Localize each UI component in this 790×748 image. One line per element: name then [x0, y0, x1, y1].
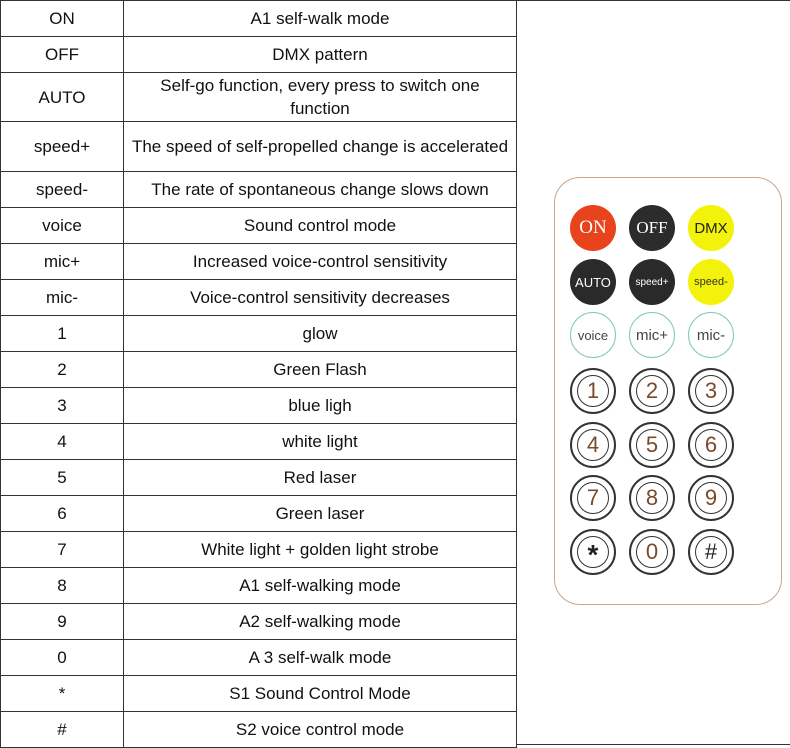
number-3-button[interactable]	[688, 368, 734, 414]
number-7-label: 7	[577, 482, 609, 514]
description-cell: A2 self-walking mode	[124, 604, 517, 640]
key-cell: mic+	[1, 244, 124, 280]
key-cell: 6	[1, 496, 124, 532]
description-cell: Green laser	[124, 496, 517, 532]
voice-label: voice	[577, 327, 609, 343]
key-cell: 4	[1, 424, 124, 460]
table-row	[1, 604, 517, 640]
table-row	[1, 37, 517, 73]
number-2-button[interactable]	[629, 368, 675, 414]
table-row	[1, 568, 517, 604]
table-row	[1, 73, 517, 122]
number-8-label: 8	[636, 482, 668, 514]
number-1-button[interactable]	[570, 368, 616, 414]
description-cell: blue ligh	[124, 388, 517, 424]
table-row	[1, 172, 517, 208]
description-cell: Green Flash	[124, 352, 517, 388]
description-cell: Voice-control sensitivity decreases	[124, 280, 517, 316]
number-0-button[interactable]	[629, 529, 675, 575]
number-0-label: 0	[636, 536, 668, 568]
speed-plus-label: speed+	[635, 276, 669, 288]
off-label: OFF	[636, 218, 668, 237]
table-row	[1, 424, 517, 460]
number-9-button[interactable]	[688, 475, 734, 521]
description-cell: DMX pattern	[124, 37, 517, 73]
key-cell: #	[1, 712, 124, 748]
key-cell: 1	[1, 316, 124, 352]
key-cell: 0	[1, 640, 124, 676]
table-row	[1, 460, 517, 496]
description-cell: glow	[124, 316, 517, 352]
table-row	[1, 122, 517, 172]
auto-button[interactable]	[570, 259, 616, 305]
table-row	[1, 388, 517, 424]
speed-plus-button[interactable]	[629, 259, 675, 305]
number-5-label: 5	[636, 429, 668, 461]
number-3-label: 3	[695, 375, 727, 407]
description-cell: white light	[124, 424, 517, 460]
number-4-label: 4	[577, 429, 609, 461]
table-row	[1, 208, 517, 244]
on-button[interactable]	[570, 205, 616, 251]
speed-minus-label: speed-	[694, 276, 728, 288]
description-cell: A 3 self-walk mode	[124, 640, 517, 676]
description-cell: Increased voice-control sensitivity	[124, 244, 517, 280]
table-row	[1, 316, 517, 352]
key-cell: 7	[1, 532, 124, 568]
key-cell: voice	[1, 208, 124, 244]
key-cell: AUTO	[1, 73, 124, 122]
description-cell: Self-go function, every press to switch one function	[124, 73, 517, 122]
table-row	[1, 280, 517, 316]
number-7-button[interactable]	[570, 475, 616, 521]
table-row	[1, 640, 517, 676]
table-row	[1, 244, 517, 280]
table-row	[1, 1, 517, 37]
description-cell: The speed of self-propelled change is accelerated	[124, 122, 517, 172]
dmx-label: DMX	[694, 219, 728, 237]
remote-control	[554, 177, 782, 605]
table-row	[1, 676, 517, 712]
dmx-button[interactable]	[688, 205, 734, 251]
number-4-button[interactable]	[570, 422, 616, 468]
description-cell: S1 Sound Control Mode	[124, 676, 517, 712]
description-cell: A1 self-walking mode	[124, 568, 517, 604]
star-label: *	[577, 536, 609, 568]
key-cell: *	[1, 676, 124, 712]
key-cell: 2	[1, 352, 124, 388]
number-6-label: 6	[695, 429, 727, 461]
mic-plus-button[interactable]	[629, 312, 675, 358]
key-cell: 9	[1, 604, 124, 640]
mic-plus-label: mic+	[635, 326, 669, 344]
description-cell: Red laser	[124, 460, 517, 496]
number-6-button[interactable]	[688, 422, 734, 468]
table-row	[1, 532, 517, 568]
key-cell: 8	[1, 568, 124, 604]
voice-button[interactable]	[570, 312, 616, 358]
mic-minus-button[interactable]	[688, 312, 734, 358]
table-row	[1, 712, 517, 748]
description-cell: A1 self-walk mode	[124, 1, 517, 37]
hash-label: #	[695, 536, 727, 568]
key-cell: speed-	[1, 172, 124, 208]
number-9-label: 9	[695, 482, 727, 514]
key-cell: OFF	[1, 37, 124, 73]
key-cell: 3	[1, 388, 124, 424]
speed-minus-button[interactable]	[688, 259, 734, 305]
off-button[interactable]	[629, 205, 675, 251]
star-button[interactable]	[570, 529, 616, 575]
description-cell: Sound control mode	[124, 208, 517, 244]
number-1-label: 1	[577, 375, 609, 407]
description-cell: S2 voice control mode	[124, 712, 517, 748]
auto-label: AUTO	[575, 274, 611, 290]
table-row	[1, 496, 517, 532]
hash-button[interactable]	[688, 529, 734, 575]
number-5-button[interactable]	[629, 422, 675, 468]
mic-minus-label: mic-	[696, 326, 726, 344]
number-2-label: 2	[636, 375, 668, 407]
key-cell: 5	[1, 460, 124, 496]
table-row	[1, 352, 517, 388]
description-cell: The rate of spontaneous change slows down	[124, 172, 517, 208]
number-8-button[interactable]	[629, 475, 675, 521]
on-label: ON	[579, 217, 607, 238]
key-cell: speed+	[1, 122, 124, 172]
description-cell: White light + golden light strobe	[124, 532, 517, 568]
key-cell: ON	[1, 1, 124, 37]
key-cell: mic-	[1, 280, 124, 316]
